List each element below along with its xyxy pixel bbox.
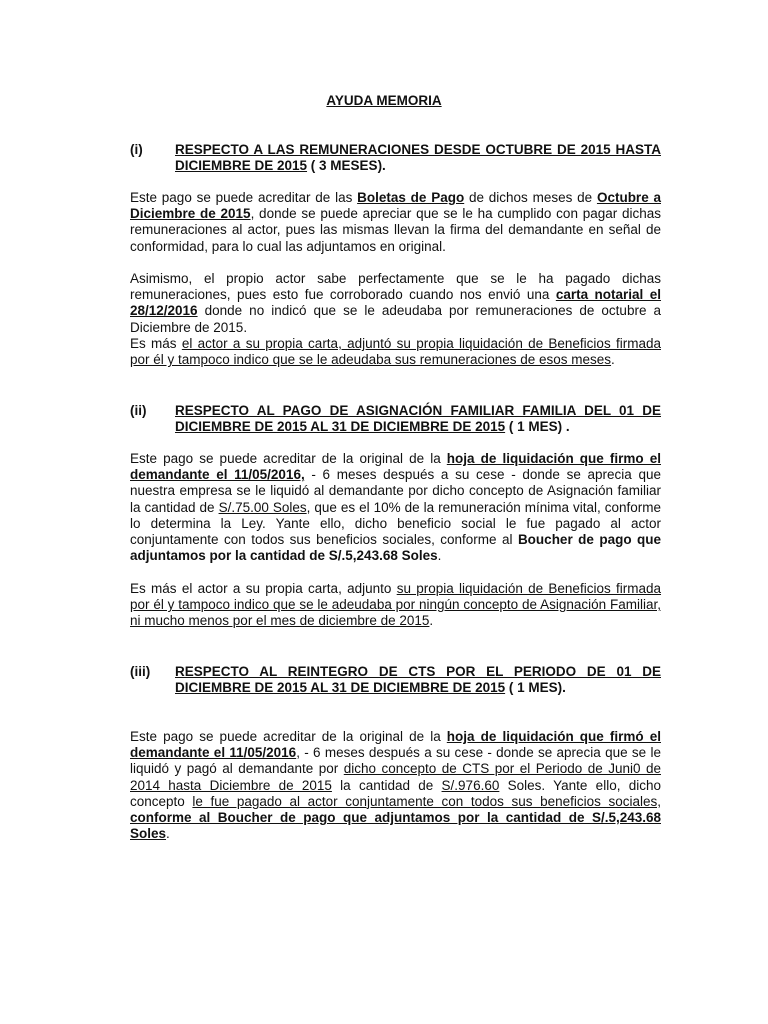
section-1-paragraph-1: Este pago se puede acreditar de las Boletas de Pago de dichos meses de Octubre a Diciembre de 2015, donde se puede apreciar que se le ha cumplido con pagar dichas remuneraciones al actor, pues las mismas llevan la firma del demandante en señal de conformidad, para lo cual las adjuntamos en original. — [130, 190, 661, 254]
cts-period-ref: dicho concepto de CTS por el Periodo de Juni0 de 2014 hasta Diciembre de 2015 — [130, 761, 661, 793]
section-2-paragraph-2: Es más el actor a su propia carta, adjunto su propia liquidación de Beneficios firmada por él y tampoco indico que se le adeudaba por ningún concepto de Asignación Familiar, ni mucho menos por el mes de diciembre de 2015. — [130, 581, 662, 629]
section-3-heading-main: RESPECTO AL REINTEGRO DE CTS POR EL PERIODO DE 01 DE DICIEMBRE DE 2015 AL 31 DE DICIEMBRE DE 2015 — [175, 664, 661, 695]
boucher-cts-ref: conforme al Boucher de pago que adjuntamos por la cantidad de S/.5,243.68 Soles — [130, 810, 661, 842]
carta-notarial-ref: carta notarial el 28/12/2016 — [130, 287, 662, 319]
section-1-paragraph-2: Asimismo, el propio actor sabe perfectamente que se le ha pagado dichas remuneraciones, pues esto fue corroborado cuando nos envió una carta notarial el 28/12/2016 donde no indicó que se le adeudaba por remuneraciones de octubre a Diciembre de 2015. — [130, 271, 662, 335]
section-1-heading-duration: ( 3 MESES). — [307, 158, 386, 173]
paid-jointly-ref: le fue pagado al actor conjuntamente con todos sus beneficios sociales, — [192, 793, 661, 809]
liquidacion-beneficios-ref: su propia liquidación de Beneficios firmada por él y tampoco indico que se le adeudaba por ningún concepto de Asignación Familiar, ni mucho menos por el mes de diciembre de 2015 — [130, 581, 662, 629]
amount-75: S/.75.00 Soles — [218, 499, 307, 515]
section-3-number: (iii) — [130, 664, 151, 679]
section-2-heading — [175, 403, 661, 435]
amount-976: S/.976.60 — [441, 777, 500, 793]
section-1-heading-main: RESPECTO A LAS REMUNERACIONES DESDE OCTUBRE DE 2015 HASTA DICIEMBRE DE 2015 — [175, 142, 661, 173]
hoja-liquidacion-ref: hoja de liquidación que firmo el demandante el 11/05/2016, — [130, 451, 661, 483]
section-2-number: (ii) — [130, 403, 147, 418]
hoja-liquidacion-cts-ref: hoja de liquidación que firmó el demandante el 11/05/2016 — [130, 729, 661, 761]
section-1-paragraph-3: Es más el actor a su propia carta, adjuntó su propia liquidación de Beneficios firmada por él y tampoco indico que se le adeudaba sus remuneraciones de esos meses. — [130, 336, 661, 368]
section-2-heading-duration: ( 1 MES) . — [505, 419, 570, 434]
section-3-heading-duration: ( 1 MES). — [505, 680, 566, 695]
section-1-heading — [175, 142, 661, 174]
section-1-number: (i) — [130, 142, 143, 157]
period-ref: Octubre a Diciembre de 2015 — [130, 190, 661, 222]
section-3-paragraph-1: Este pago se puede acreditar de la original de la hoja de liquidación que firmó el demandante el 11/05/2016, - 6 meses después a su cese - donde se aprecia que se le liquidó y pagó al demandante por dicho concepto de CTS por el Periodo de Juni0 de 2014 hasta Diciembre de 2015 la cantidad de S/.976.60 Soles. Yante ello, dicho concepto le fue pagado al actor conjuntamente con todos sus beneficios sociales, conforme al Boucher de pago que adjuntamos por la cantidad de S/.5,243.68 Soles. — [130, 729, 661, 842]
section-3-heading — [175, 664, 661, 696]
liquidacion-ref: el actor a su propia carta, adjuntó su propia liquidación de Beneficios firmada por él y tampoco indico que se le adeudaba sus remuneraciones de esos meses — [130, 336, 661, 368]
document-title: AYUDA MEMORIA — [326, 93, 442, 108]
section-2-paragraph-1: Este pago se puede acreditar de la original de la hoja de liquidación que firmo el demandante el 11/05/2016, - 6 meses después a su cese - donde se aprecia que nuestra empresa se le liquidó al demandante por dicho concepto de Asignación familiar la cantidad de S/.75.00 Soles, que es el 10% de la remuneración mínima vital, conforme lo determina la Ley. Yante ello, dicho beneficio social le fue pagado al actor conjuntamente con todos sus beneficios sociales, conforme al Boucher de pago que adjuntamos por la cantidad de S/.5,243.68 Soles. — [130, 451, 661, 564]
boucher-ref: Boucher de pago que adjuntamos por la cantidad de S/.5,243.68 Soles — [130, 532, 661, 564]
section-2-heading-main: RESPECTO AL PAGO DE ASIGNACIÓN FAMILIAR FAMILIA DEL 01 DE DICIEMBRE DE 2015 AL 31 DE DICIEMBRE DE 2015 — [175, 403, 661, 434]
boletas-de-pago-ref: Boletas de Pago — [357, 190, 465, 205]
